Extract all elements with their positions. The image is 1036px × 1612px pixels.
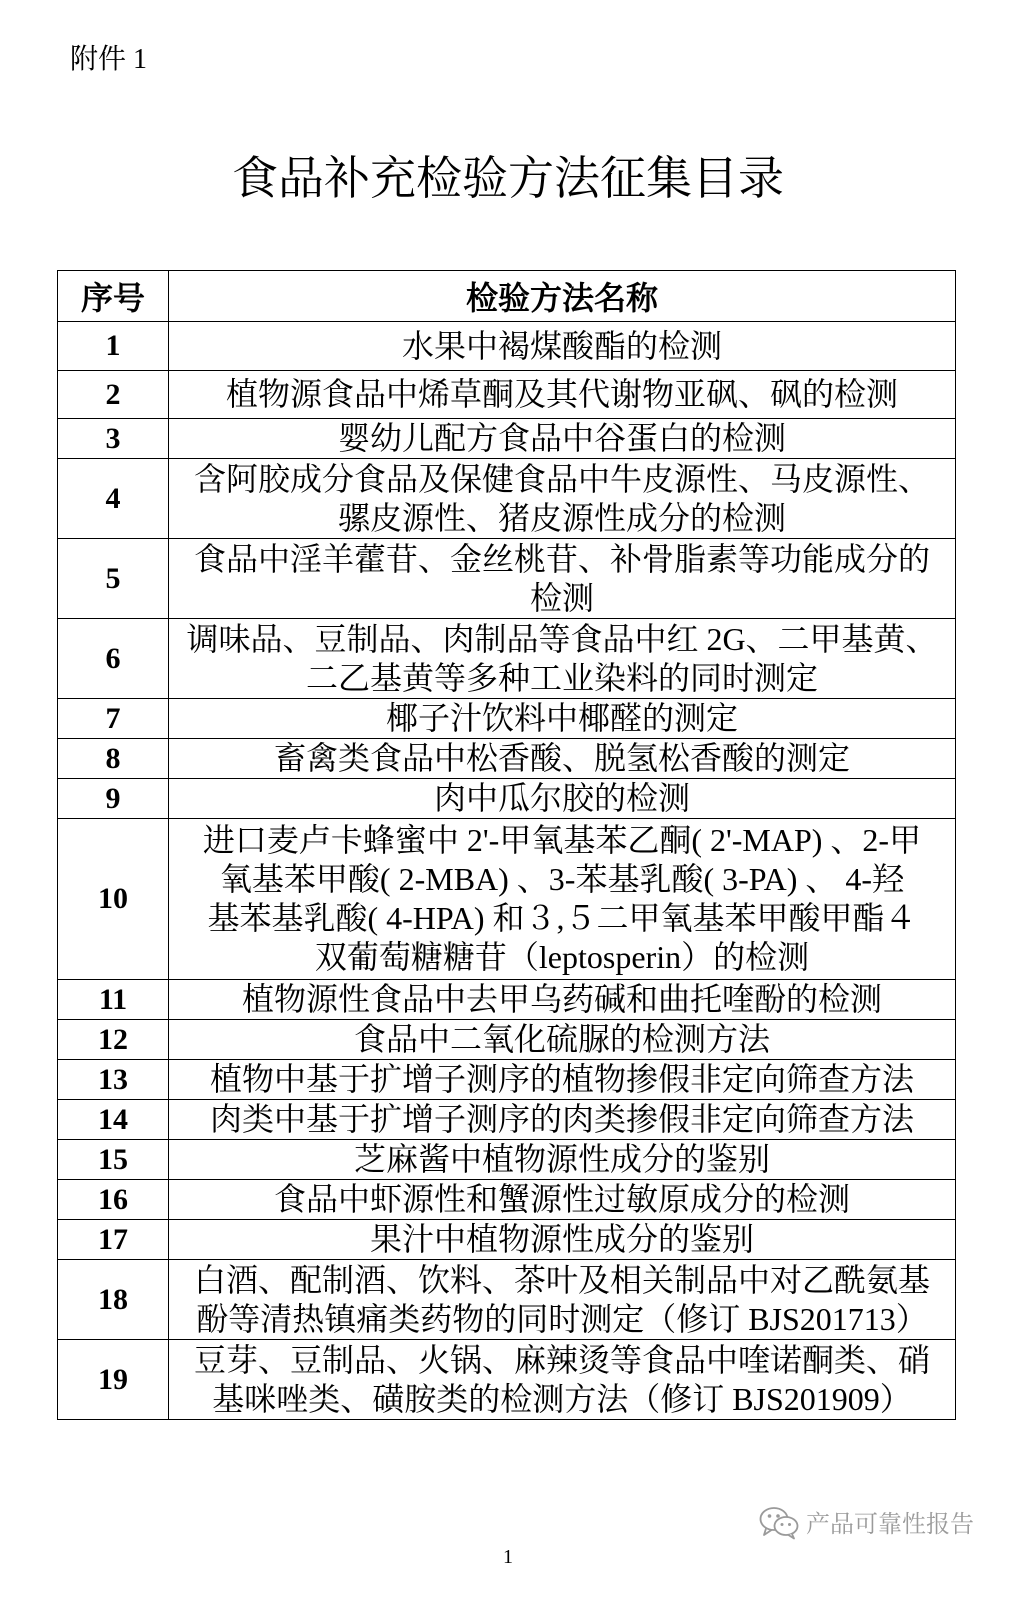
attachment-label: 附件 1 [70,44,148,75]
method-name-line: 白酒、配制酒、饮料、茶叶及相关制品中对乙酰氨基 [193,1261,930,1298]
page-number: 1 [503,1546,513,1568]
method-name-line: 婴幼儿配方食品中谷蛋白的检测 [337,420,786,456]
method-name-line: 肉类中基于扩增子测序的肉类掺假非定向筛查方法 [209,1101,914,1137]
header-no: 序号 [58,271,169,322]
method-name-cell [169,459,956,539]
header-row [58,271,956,322]
method-name-line: 豆芽、豆制品、火锅、麻辣烫等食品中喹诺酮类、硝 [193,1341,930,1378]
table-row [58,1340,956,1420]
row-number: 11 [58,980,169,1020]
row-number: 14 [58,1100,169,1140]
method-name-cell [169,1260,956,1340]
method-name-line: 氧基苯甲酸( 2-MBA) 、3-苯基乳酸( 3-PA) 、 4-羟 [219,861,905,897]
method-name-line: 骡皮源性、猪皮源性成分的检测 [337,499,786,536]
table-row [58,819,956,980]
row-number: 18 [58,1260,169,1340]
method-name-cell [169,1020,956,1060]
table-row [58,371,956,419]
method-name-line: 植物中基于扩增子测序的植物掺假非定向筛查方法 [209,1061,914,1097]
method-name-line: 食品中淫羊藿苷、金丝桃苷、补骨脂素等功能成分的 [193,540,930,577]
method-name-line: 调味品、豆制品、肉制品等食品中红 2G、二甲基黄、 [186,620,938,657]
row-number: 17 [58,1220,169,1260]
method-name-line: 基咪唑类、磺胺类的检测方法（修订 BJS201909） [212,1380,912,1417]
row-number: 13 [58,1060,169,1100]
row-number: 7 [58,699,169,739]
method-name-line: 椰子汁饮料中椰醛的测定 [385,700,738,736]
table-row [58,980,956,1020]
method-name-cell [169,322,956,371]
watermark [758,1508,974,1542]
row-number: 6 [58,619,169,699]
method-name-line: 含阿胶成分食品及保健食品中牛皮源性、马皮源性、 [193,460,930,497]
table-body [58,322,956,1420]
header-method-name: 检验方法名称 [169,271,956,322]
table-row [58,1100,956,1140]
method-name-cell [169,539,956,619]
method-name-cell [169,980,956,1020]
table-row [58,739,956,779]
method-name-cell [169,739,956,779]
row-number: 4 [58,459,169,539]
method-name-cell [169,419,956,459]
row-number: 3 [58,419,169,459]
method-name-line: 芝麻酱中植物源性成分的鉴别 [353,1141,770,1177]
table-row [58,539,956,619]
table-row [58,1020,956,1060]
method-name-cell [169,1340,956,1420]
row-number: 12 [58,1020,169,1060]
table-row [58,1260,956,1340]
row-number: 8 [58,739,169,779]
method-name-line: 检测 [529,579,594,616]
table-header [58,271,956,322]
method-name-line: 植物源食品中烯草酮及其代谢物亚砜、砜的检测 [225,376,898,412]
row-number: 5 [58,539,169,619]
method-name-line: 水果中褐煤酸酯的检测 [401,327,722,364]
row-number: 10 [58,819,169,980]
method-name-cell [169,619,956,699]
row-number: 15 [58,1140,169,1180]
row-number: 2 [58,371,169,419]
method-name-line: 食品中虾源性和蟹源性过敏原成分的检测 [273,1181,850,1217]
table-row [58,1180,956,1220]
method-name-line: 食品中二氧化硫脲的检测方法 [353,1021,770,1057]
table-row [58,1220,956,1260]
method-name-cell [169,1180,956,1220]
method-name-line: 果汁中植物源性成分的鉴别 [369,1221,754,1257]
table-row [58,699,956,739]
table-row [58,779,956,819]
methods-table [57,270,956,1420]
method-name-line: 肉中瓜尔胶的检测 [433,780,690,816]
method-name-cell [169,779,956,819]
row-number: 9 [58,779,169,819]
method-name-line: 进口麦卢卡蜂蜜中 2'-甲氧基苯乙酮( 2'-MAP) 、2-甲 [202,822,922,858]
method-name-cell [169,371,956,419]
method-name-cell [169,819,956,980]
table-row [58,1060,956,1100]
watermark-text: 产品可靠性报告 [806,1511,974,1538]
wechat-icon [758,1506,800,1545]
row-number: 16 [58,1180,169,1220]
table-row [58,419,956,459]
method-name-cell [169,1060,956,1100]
table-row [58,1140,956,1180]
method-name-line: 酚等清热镇痛类药物的同时测定（修订 BJS201713） [196,1300,928,1337]
table-row [58,619,956,699]
method-name-line: 双葡萄糖糖苷（leptosperin）的检测 [314,939,810,975]
method-name-cell [169,1220,956,1260]
table-row [58,459,956,539]
row-number: 1 [58,322,169,371]
table-row [58,322,956,371]
method-name-cell [169,699,956,739]
method-name-cell [169,1140,956,1180]
method-name-line: 基苯基乳酸( 4-HPA) 和３,５二甲氧基苯甲酸甲酯４ [207,900,917,936]
method-name-line: 植物源性食品中去甲乌药碱和曲托喹酚的检测 [241,981,882,1017]
page-title: 食品补充检验方法征集目录 [232,152,784,204]
method-name-cell [169,1100,956,1140]
method-name-line: 畜禽类食品中松香酸、脱氢松香酸的测定 [273,740,850,776]
method-name-line: 二乙基黄等多种工业染料的同时测定 [305,659,818,696]
row-number: 19 [58,1340,169,1420]
